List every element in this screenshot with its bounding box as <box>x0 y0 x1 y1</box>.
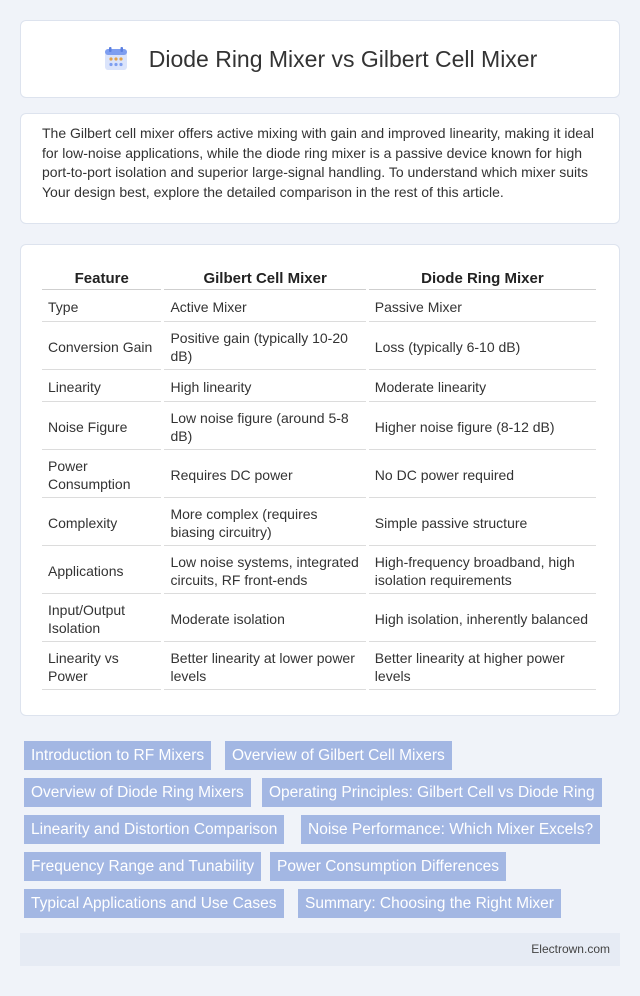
link-overview-gilbert[interactable]: Overview of Gilbert Cell Mixers <box>225 741 452 770</box>
table-header-row <box>42 267 596 290</box>
table-cell: More complex (requires biasing circuitry) <box>164 500 365 546</box>
table-cell: Linearity vs Power <box>42 644 161 690</box>
link-typical-applications[interactable]: Typical Applications and Use Cases <box>24 889 284 918</box>
footer-bar <box>20 933 620 966</box>
table-cell: Loss (typically 6-10 dB) <box>369 324 596 370</box>
link-summary[interactable]: Summary: Choosing the Right Mixer <box>298 889 561 918</box>
link-overview-diode-ring[interactable]: Overview of Diode Ring Mixers <box>24 778 251 807</box>
table-cell: High isolation, inherently balanced <box>369 596 596 642</box>
table-cell: High-frequency broadband, high isolation requirements <box>369 548 596 594</box>
table-row <box>42 644 596 690</box>
link-noise-performance[interactable]: Noise Performance: Which Mixer Excels? <box>301 815 600 844</box>
link-linearity-distortion[interactable]: Linearity and Distortion Comparison <box>24 815 284 844</box>
link-power-consumption[interactable]: Power Consumption Differences <box>270 852 506 881</box>
table-cell: Better linearity at higher power levels <box>369 644 596 690</box>
page-title: Diode Ring Mixer vs Gilbert Cell Mixer <box>148 45 538 72</box>
table-row <box>42 404 596 450</box>
calendar-grid-icon <box>103 46 129 72</box>
table-row <box>42 596 596 642</box>
table-row <box>42 500 596 546</box>
column-header-diode: Diode Ring Mixer <box>369 267 596 290</box>
table-cell: Higher noise figure (8-12 dB) <box>369 404 596 450</box>
comparison-table <box>39 265 599 692</box>
table-cell: Power Consumption <box>42 452 161 498</box>
table-row <box>42 372 596 402</box>
table-cell: Type <box>42 292 161 322</box>
table-cell: Moderate isolation <box>164 596 365 642</box>
comparison-table-card <box>20 244 620 716</box>
table-cell: Low noise figure (around 5-8 dB) <box>164 404 365 450</box>
table-cell: Active Mixer <box>164 292 365 322</box>
table-row <box>42 548 596 594</box>
table-row <box>42 452 596 498</box>
table-cell: Positive gain (typically 10-20 dB) <box>164 324 365 370</box>
table-cell: High linearity <box>164 372 365 402</box>
title-card <box>20 20 620 98</box>
link-frequency-range[interactable]: Frequency Range and Tunability <box>24 852 261 881</box>
table-cell: No DC power required <box>369 452 596 498</box>
table-cell: Simple passive structure <box>369 500 596 546</box>
link-operating-principles[interactable]: Operating Principles: Gilbert Cell vs Diode Ring <box>262 778 602 807</box>
table-cell: Noise Figure <box>42 404 161 450</box>
column-header-feature: Feature <box>42 267 161 290</box>
table-cell: Moderate linearity <box>369 372 596 402</box>
table-cell: Low noise systems, integrated circuits, RF front-ends <box>164 548 365 594</box>
table-cell: Applications <box>42 548 161 594</box>
table-cell: Passive Mixer <box>369 292 596 322</box>
link-introduction-rf-mixers[interactable]: Introduction to RF Mixers <box>24 741 211 770</box>
table-cell: Requires DC power <box>164 452 365 498</box>
table-cell: Linearity <box>42 372 161 402</box>
table-row <box>42 324 596 370</box>
table-cell: Complexity <box>42 500 161 546</box>
table-cell: Better linearity at lower power levels <box>164 644 365 690</box>
table-cell: Input/Output Isolation <box>42 596 161 642</box>
table-cell: Conversion Gain <box>42 324 161 370</box>
intro-card <box>20 113 620 224</box>
footer-brand: Electrown.com <box>531 942 610 956</box>
intro-paragraph: The Gilbert cell mixer offers active mixing with gain and improved linearity, making it ideal for low-noise applications, while the diode ring mixer is a passive device known for high port-to-port isolation and superior large-signal handling. To understand which mixer suits Your design best, explore the detailed comparison in the rest of this article. <box>42 125 594 200</box>
table-row <box>42 292 596 322</box>
column-header-gilbert: Gilbert Cell Mixer <box>164 267 365 290</box>
